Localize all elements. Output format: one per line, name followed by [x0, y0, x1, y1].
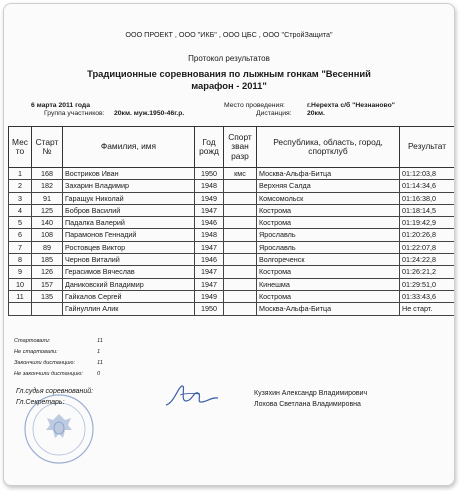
cell-result: 01:26:21,2: [400, 266, 455, 278]
column-header-club: Республика, область, город, спортклуб: [257, 127, 400, 168]
table-row: [9, 229, 455, 241]
cell-name: Герасимов Вячеслав: [63, 266, 195, 278]
cell-bib: 126: [32, 266, 63, 278]
cell-result: 01:12:03,8: [400, 168, 455, 180]
not-finished-value: 0: [97, 371, 101, 377]
cell-name: Парамонов Геннадий: [63, 229, 195, 241]
cell-rank: [224, 290, 257, 302]
cell-result: 01:19:42,9: [400, 217, 455, 229]
table-header-row: [9, 127, 455, 168]
cell-result: Не старт.: [400, 303, 455, 315]
table-row: [9, 217, 455, 229]
cell-place: 2: [9, 180, 32, 192]
table-row: [9, 241, 455, 253]
cell-result: 01:20:26,8: [400, 229, 455, 241]
cell-club: Кострома: [257, 217, 400, 229]
venue-label: Место проведения:: [224, 102, 285, 109]
table-row: [9, 180, 455, 192]
results-table: [8, 126, 455, 316]
finished-label: Закончили дистанцию:: [14, 360, 76, 366]
column-header-result: Результат: [400, 127, 455, 168]
cell-year: 1947: [195, 241, 224, 253]
cell-rank: [224, 303, 257, 315]
secretary-name: Лохова Светлана Владимировна: [254, 401, 361, 408]
cell-name: Гаращук Николай: [63, 192, 195, 204]
cell-rank: [224, 241, 257, 253]
cell-name: Ростовцев Виктор: [63, 241, 195, 253]
table-row: [9, 204, 455, 216]
cell-rank: [224, 204, 257, 216]
cell-result: 01:14:34,6: [400, 180, 455, 192]
event-title: Традиционные соревнования по лыжным гонкам "Весенний марафон - 2011": [87, 68, 371, 91]
cell-name: Падалка Валерий: [63, 217, 195, 229]
cell-rank: [224, 254, 257, 266]
column-header-bib: Старт №: [32, 127, 63, 168]
cell-bib: 185: [32, 254, 63, 266]
table-row: [9, 303, 455, 315]
cell-bib: 125: [32, 204, 63, 216]
cell-place: 6: [9, 229, 32, 241]
cell-rank: [224, 192, 257, 204]
cell-year: 1950: [195, 168, 224, 180]
table-row: [9, 168, 455, 180]
cell-place: 9: [9, 266, 32, 278]
cell-club: Кинешма: [257, 278, 400, 290]
cell-name: Гайкалов Сергей: [63, 290, 195, 302]
cell-club: Кострома: [257, 266, 400, 278]
cell-bib: 168: [32, 168, 63, 180]
cell-result: 01:16:38,0: [400, 192, 455, 204]
cell-place: 10: [9, 278, 32, 290]
cell-rank: [224, 229, 257, 241]
cell-year: 1949: [195, 192, 224, 204]
cell-year: 1946: [195, 217, 224, 229]
distance-value: 20км.: [307, 110, 325, 117]
cell-bib: 89: [32, 241, 63, 253]
cell-rank: кмс: [224, 168, 257, 180]
cell-year: 1946: [195, 254, 224, 266]
cell-year: 1948: [195, 229, 224, 241]
cell-place: 8: [9, 254, 32, 266]
cell-place: 4: [9, 204, 32, 216]
cell-place: 11: [9, 290, 32, 302]
cell-place: 7: [9, 241, 32, 253]
cell-club: Москва-Альфа-Битца: [257, 168, 400, 180]
table-row: [9, 278, 455, 290]
cell-name: Захарин Владимир: [63, 180, 195, 192]
cell-rank: [224, 278, 257, 290]
cell-club: Комсомольск: [257, 192, 400, 204]
cell-rank: [224, 180, 257, 192]
table-row: [9, 266, 455, 278]
judge-signature-icon: [162, 381, 222, 411]
protocol-title: Протокол результатов: [188, 54, 270, 63]
cell-bib: 140: [32, 217, 63, 229]
judge-name: Кузяхин Александр Владимирович: [254, 390, 368, 397]
not-finished-label: Не закончили дистанцию:: [14, 371, 83, 377]
organizers-line: ООО ПРОЕКТ , ООО "ИКБ" , ООО ЦБС , ООО "СтройЗащита": [125, 30, 333, 39]
cell-year: 1947: [195, 278, 224, 290]
table-row: [9, 290, 455, 302]
cell-bib: 108: [32, 229, 63, 241]
started-value: 11: [97, 338, 103, 344]
cell-name: Чернов Виталий: [63, 254, 195, 266]
cell-year: 1948: [195, 180, 224, 192]
cell-result: 01:29:51,0: [400, 278, 455, 290]
started-label: Стартовали:: [14, 338, 51, 344]
column-header-name: Фамилия, имя: [63, 127, 195, 168]
table-row: [9, 254, 455, 266]
cell-club: Москва-Альфа-Битца: [257, 303, 400, 315]
distance-label: Дистанция:: [256, 110, 292, 117]
not-started-label: Не стартовали:: [14, 349, 58, 355]
cell-club: Кострома: [257, 290, 400, 302]
venue-value: г.Нерехта с/б "Незнаново": [307, 102, 395, 109]
cell-rank: [224, 217, 257, 229]
cell-year: 1949: [195, 290, 224, 302]
results-document: [4, 4, 454, 485]
group-value: 20км. муж.1950-46г.р.: [114, 110, 185, 117]
cell-club: Верхняя Салда: [257, 180, 400, 192]
cell-place: 1: [9, 168, 32, 180]
cell-club: Кострома: [257, 204, 400, 216]
cell-place: [9, 303, 32, 315]
cell-place: 3: [9, 192, 32, 204]
cell-rank: [224, 266, 257, 278]
cell-result: 01:22:07,8: [400, 241, 455, 253]
cell-result: 01:18:14,5: [400, 204, 455, 216]
cell-year: 1947: [195, 266, 224, 278]
cell-year: 1950: [195, 303, 224, 315]
cell-club: Ярославль: [257, 229, 400, 241]
cell-bib: 157: [32, 278, 63, 290]
cell-result: 01:24:22,8: [400, 254, 455, 266]
cell-club: Волгореченск: [257, 254, 400, 266]
column-header-year: Год рожд: [195, 127, 224, 168]
cell-name: Бобров Василий: [63, 204, 195, 216]
not-started-value: 1: [97, 349, 101, 355]
start-statistics: [14, 336, 103, 380]
cell-year: 1947: [195, 204, 224, 216]
cell-result: 01:33:43,6: [400, 290, 455, 302]
event-date: 6 марта 2011 года: [31, 102, 90, 109]
table-row: [9, 192, 455, 204]
cell-name: Востриков Иван: [63, 168, 195, 180]
cell-bib: 182: [32, 180, 63, 192]
cell-place: 5: [9, 217, 32, 229]
cell-bib: 135: [32, 290, 63, 302]
cell-name: Даниковский Владимир: [63, 278, 195, 290]
column-header-place: Мес то: [9, 127, 32, 168]
cell-club: Ярославль: [257, 241, 400, 253]
document-frame: [3, 3, 455, 486]
judge-label: Гл.судья соревнований:: [16, 388, 94, 395]
cell-bib: 91: [32, 192, 63, 204]
cell-name: Гайнуллин Алик: [63, 303, 195, 315]
column-header-rank: Спорт зван разр: [224, 127, 257, 168]
cell-bib: [32, 303, 63, 315]
finished-value: 11: [97, 360, 103, 366]
group-label: Группа участников:: [44, 110, 105, 117]
secretary-label: Гл.Секретарь:: [16, 399, 65, 406]
